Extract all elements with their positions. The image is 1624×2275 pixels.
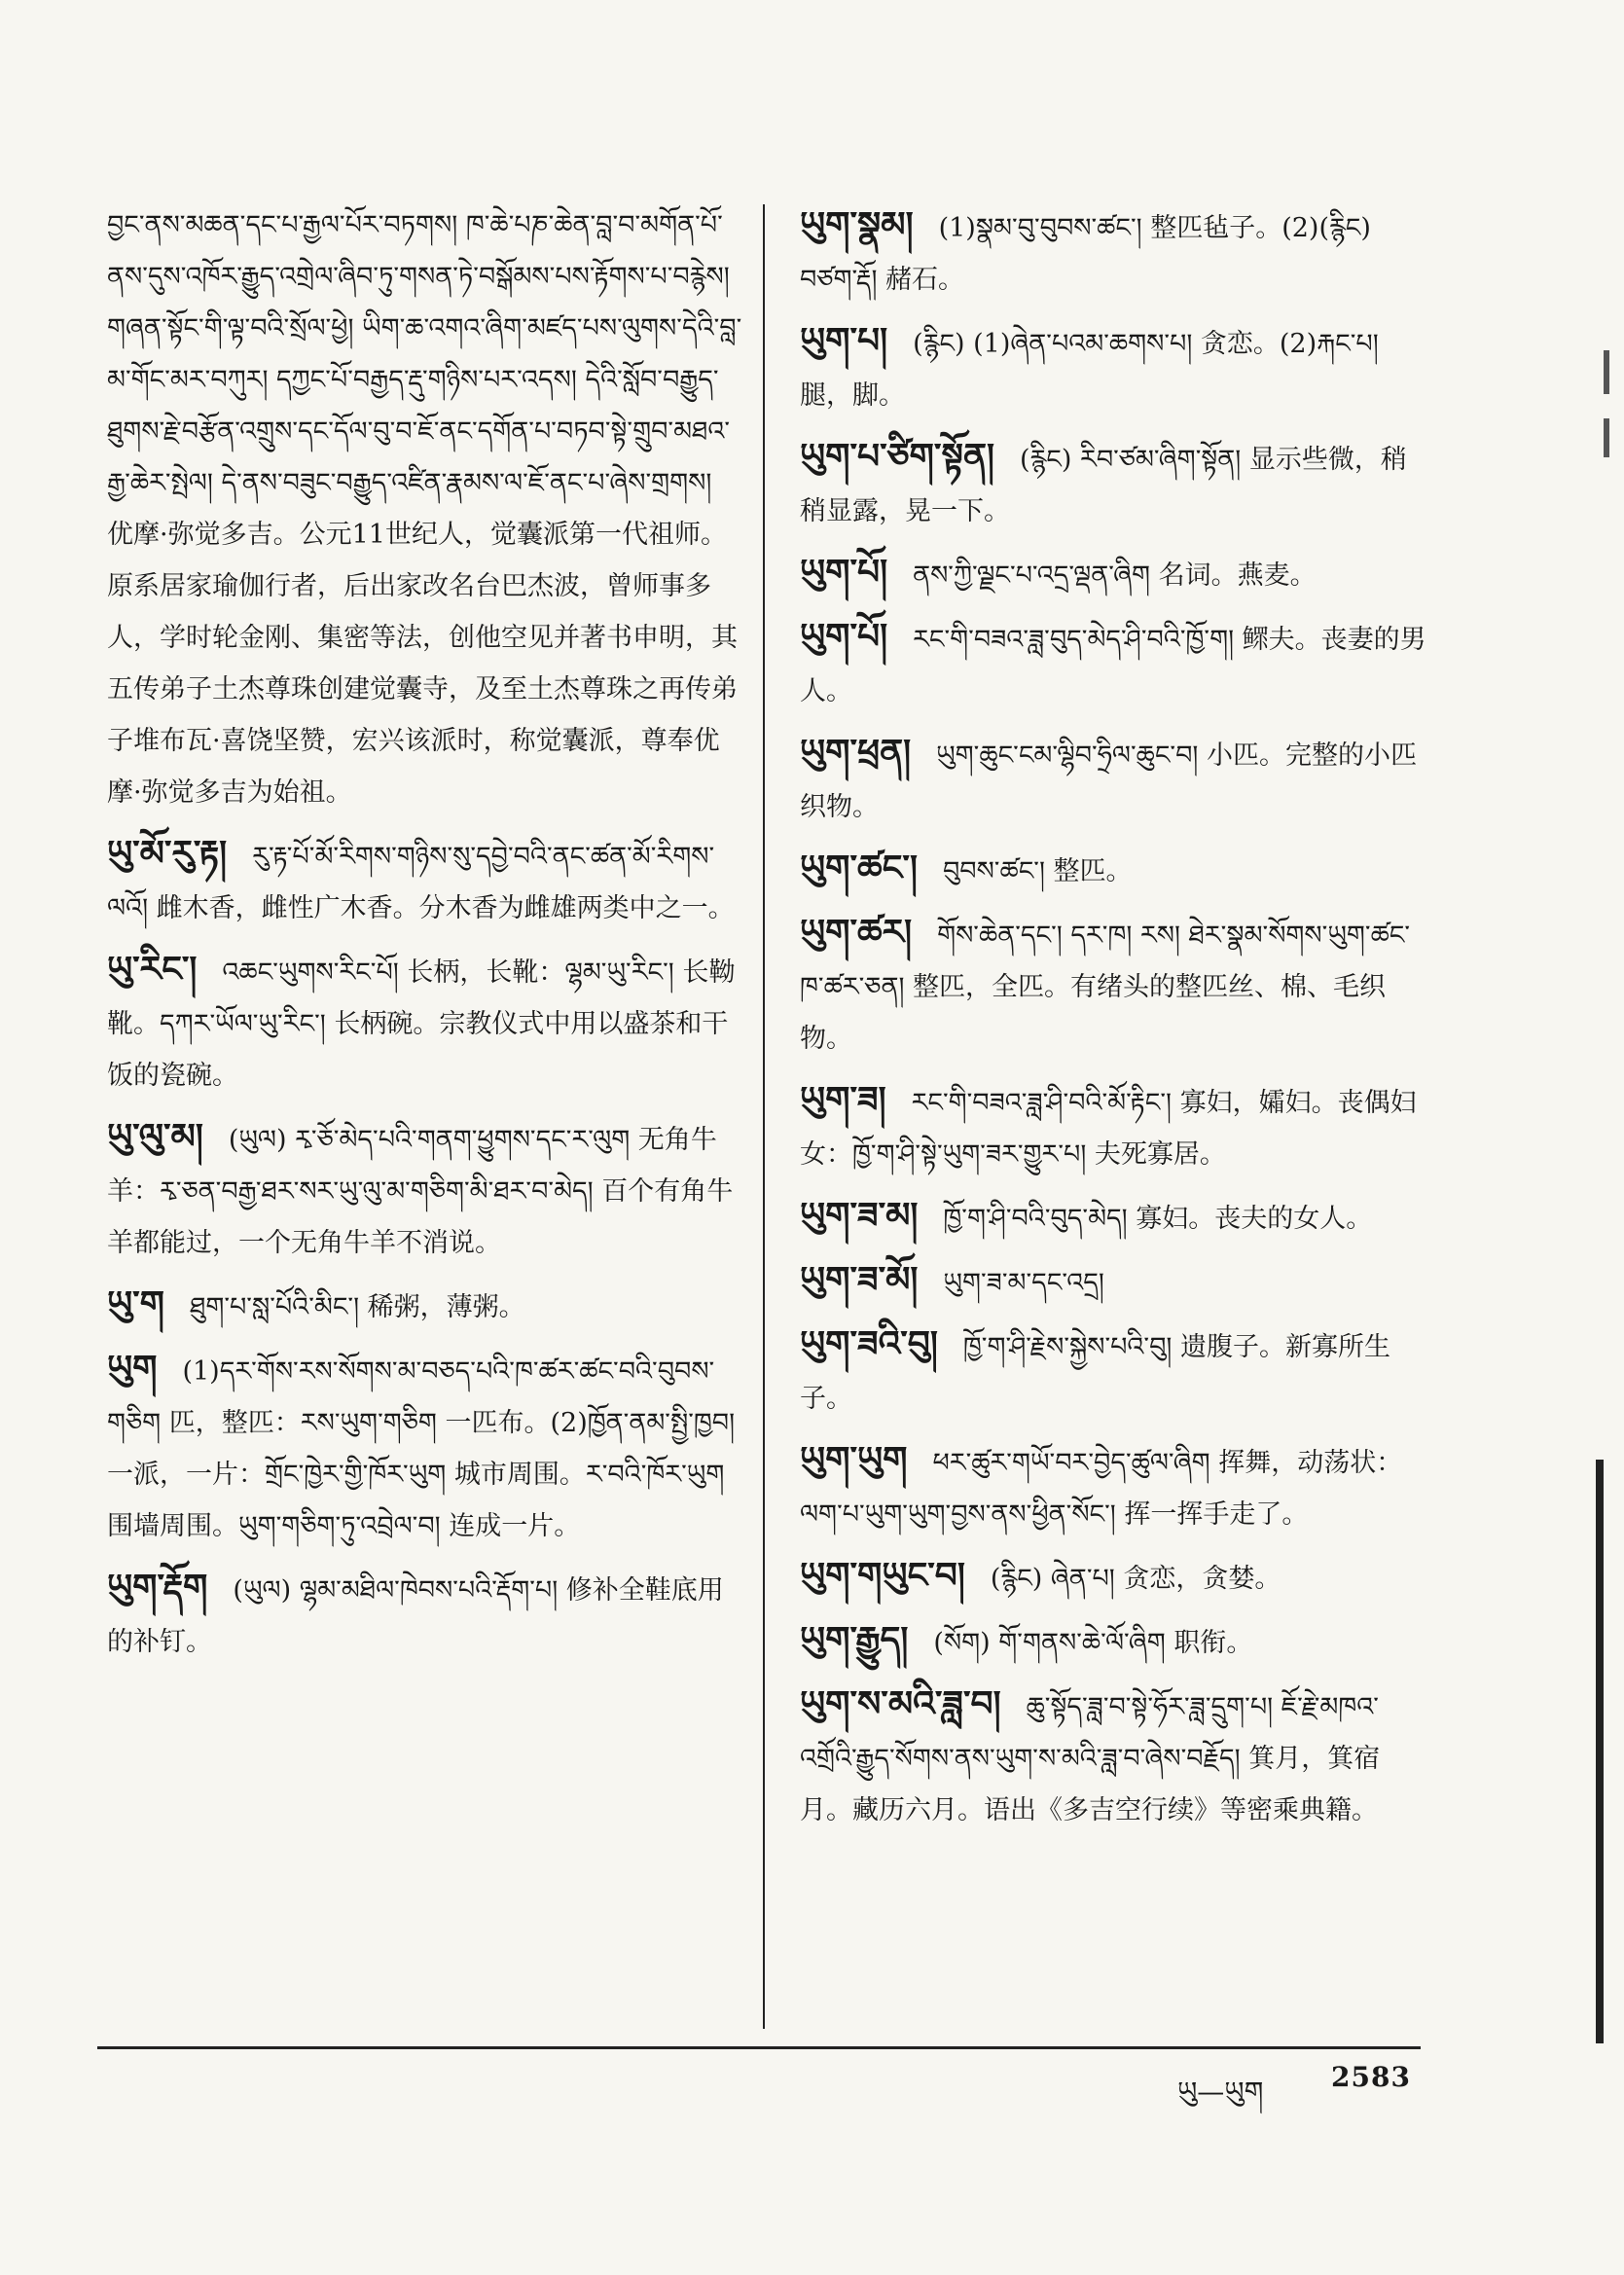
dictionary-entry: [800, 1318, 1432, 1425]
dictionary-entry: [800, 843, 1432, 897]
entry-headword: ཡུ་ལུ་མ།: [107, 1116, 203, 1157]
entry-headword: ཡུག་པོ།: [800, 552, 888, 593]
dictionary-entry: [800, 199, 1432, 306]
entry-headword: ཡུག་ཚང་།: [800, 848, 918, 888]
left-column: [107, 199, 744, 1678]
entry-headword: ཡུག་སྣམ།: [800, 204, 914, 245]
dictionary-entry: [800, 431, 1432, 537]
dictionary-entry: [107, 199, 744, 818]
scan-edge-mark: [1604, 418, 1609, 457]
entry-headword: ཡུག་རྒྱུད།: [800, 1619, 909, 1660]
entry-definition: (ཡུལ) རྭ་ཅོ་མེད་པའི་གནག་ཕྱུགས་དང་ར་ལུག 无角牛羊：རྭ་ཅན་བརྒྱ་ཐར་སར་ཡུ་ལུ་མ་གཅིག་མི་ཐར་བ་མེད། 百个有角牛羊都能过，一个无角牛羊不消说。: [107, 1125, 734, 1258]
entry-definition: འཆང་ཡུགས་རིང་པོ། 长柄，长靴：ལྷམ་ཡུ་རིང་། 长靿靴。དཀར་ཡོལ་ཡུ་རིང་། 长柄碗。宗教仪式中用以盛茶和干饭的瓷碗。: [107, 957, 736, 1091]
entry-definition: ཡུག་ཟ་མ་དང་འདྲ།: [943, 1268, 1104, 1298]
entry-headword: ཡུ་མོ་རུ་རྟ།: [107, 833, 228, 874]
entry-definition: (རྙིང) ཞེན་པ། 贪恋，贪婪。: [990, 1564, 1281, 1594]
dictionary-entry: [107, 944, 744, 1101]
entry-definition: (ཡུལ) ལྷམ་མཐིལ་ཁེབས་པའི་རྡོག་པ། 修补全鞋底用的补钉。: [107, 1575, 724, 1657]
entry-definition: རུ་རྟ་པོ་མོ་རིགས་གཉིས་སུ་དབྱེ་བའི་ནང་ཚན་མོ་རིགས་ལའོ། 雌木香，雌性广木香。分木香为雌雄两类中之一。: [107, 842, 735, 923]
entry-headword: ཡུག་པ་ཙིག་སྟོན།: [800, 436, 994, 477]
right-column: [800, 199, 1432, 1846]
page-number: 2583: [1331, 2061, 1411, 2093]
entry-definition: ནས་ཀྱི་ལྗང་པ་འདྲ་ལྡན་ཞིག 名词。燕麦。: [913, 560, 1317, 591]
entry-definition: ཁྱོ་ག་ཤི་རྗེས་སྐྱེས་པའི་བུ། 遗腹子。新寡所生子。: [800, 1332, 1390, 1414]
dictionary-entry: [800, 1614, 1432, 1669]
dictionary-entry: [800, 611, 1432, 717]
entry-headword: ཡུག: [107, 1348, 158, 1389]
entry-definition: (རྙིང) རིབ་ཙམ་ཞིག་སྟོན། 显示些微，稍稍显露，晃一下。: [800, 445, 1407, 526]
entry-headword: ཡུག་ས་མའི་ཟླ་བ།: [800, 1683, 1001, 1724]
dictionary-entry: [800, 1550, 1432, 1605]
entry-headword: ཡུག་ཟ་མོ།: [800, 1259, 919, 1300]
dictionary-entry: [800, 1190, 1432, 1245]
column-divider: [763, 204, 765, 2029]
entry-headword: ཡུག་ཟའི་བུ།: [800, 1323, 938, 1364]
dictionary-entry: [800, 907, 1432, 1065]
dictionary-entry: [107, 1343, 744, 1552]
entry-headword: ཡུ་རིང་།: [107, 949, 198, 990]
entry-definition: (སོག) གོ་གནས་ཆེ་ལོ་ཞིག 职衔。: [933, 1628, 1253, 1658]
footer-rule: [97, 2046, 1421, 2049]
entry-headword: ཡུག་པ།: [800, 320, 888, 361]
entry-headword: ཡུག་ཟ་མ།: [800, 1195, 919, 1236]
dictionary-entry: [800, 1679, 1432, 1836]
dictionary-entry: [107, 1562, 744, 1668]
entry-headword: ཡུག་པོ།: [800, 616, 888, 657]
entry-definition: (1)དར་གོས་རས་སོགས་མ་བཅད་པའི་ཁ་ཚར་ཚང་བའི་བུབས་གཅིག 匹，整匹：རས་ཡུག་གཅིག 一匹布。(2)ཁྱོན་ནམ་སྤྱི་ཁྱབ། 一派，一片：གྲོང་ཁྱེར་གྱི་ཁོར་ཡུག 城市周围。ར་བའི་ཁོར་ཡུག 围墙周围。ཡུག་གཅིག་ཏུ་འབྲེལ་བ། 连成一片。: [107, 1356, 736, 1541]
entry-headword: ཡུག་ཟ།: [800, 1079, 886, 1120]
dictionary-entry: [800, 315, 1432, 421]
entry-definition: ཕར་ཚུར་གཡོ་བར་བྱེད་ཚུལ་ཞིག 挥舞，动荡状：ལག་པ་ཡུག་ཡུག་བྱས་ནས་ཕྱིན་སོང་། 挥一挥手走了。: [800, 1448, 1403, 1530]
footer-headword-range: ཡུ—ཡུག: [1177, 2076, 1264, 2108]
entry-definition: ཁྱོ་ག་ཤི་བའི་བུད་མེད། 寡妇。丧夫的女人。: [943, 1204, 1373, 1234]
entry-definition: ཡུག་ཆུང་ངམ་ལྷིབ་ཧྲིལ་ཆུང་བ། 小匹。完整的小匹织物。: [800, 740, 1417, 822]
entry-headword: ཡུག་ཡུག: [800, 1439, 908, 1480]
dictionary-entry: [107, 828, 744, 934]
entry-definition: གོས་ཆེན་དང་། དར་ཁ། རས། ཐེར་སྣམ་སོགས་ཡུག་ཚང་ཁ་ཚར་ཅན། 整匹，全匹。有绪头的整匹丝、棉、毛织物。: [800, 921, 1411, 1054]
entry-definition: ཆུ་སྟོད་ཟླ་བ་སྟེ་ཧོར་ཟླ་དྲུག་པ། ཇོ་རྗེ་མཁའ་འགྲོའི་རྒྱུད་སོགས་ནས་ཡུག་ས་མའི་ཟླ་བ་ཞེས་བརྗོད། 箕月，箕宿月。藏历六月。语出《多吉空行续》等密乘典籍。: [800, 1692, 1381, 1825]
entry-headword: ཡུ་ག: [107, 1283, 165, 1324]
entry-definition: (རྙིང) (1)ཞེན་པའམ་ཆགས་པ། 贪恋。(2)རྐང་པ། 腿，脚。: [800, 329, 1379, 411]
scan-edge-mark: [1596, 1460, 1604, 2043]
dictionary-entry: [107, 1111, 744, 1269]
dictionary-entry: [800, 1254, 1432, 1309]
entry-definition: རང་གི་བཟའ་ཟླ་བུད་མེད་ཤི་བའི་ཁྱོ་ག། 鳏夫。丧妻的男人。: [800, 625, 1426, 706]
dictionary-entry: [800, 1434, 1432, 1540]
entry-headword: ཡུག་རྡོག: [107, 1567, 208, 1607]
scan-edge-mark: [1604, 350, 1609, 394]
entry-definition: རང་གི་བཟའ་ཟླ་ཤི་བའི་མོ་རྟིང་། 寡妇，孀妇。丧偶妇女：ཁྱོ་ག་ཤི་སྟེ་ཡུག་ཟར་གྱུར་པ། 夫死寡居。: [800, 1088, 1417, 1170]
entry-headword: ཡུག་ཕྲན།: [800, 732, 912, 773]
entry-definition: (1)སྣམ་བུ་བུབས་ཚང་། 整匹毡子。(2)(རྙིང) བཙག་རྡོ། 赭石。: [800, 213, 1371, 295]
dictionary-entry: [800, 727, 1432, 833]
dictionary-entry: [800, 1074, 1432, 1180]
dictionary-entry: [107, 1279, 744, 1333]
dictionary-entry: [800, 547, 1432, 601]
entry-headword: ཡུག་གཡུང་བ།: [800, 1555, 965, 1596]
entry-definition: བྱང་ནས་མཆན་དང་པ་རྒྱལ་པོར་བཏགས། ཁ་ཆེ་པཎ་ཆེན་བླ་བ་མགོན་པོ་ནས་དུས་འཁོར་རྒྱུད་འགྲེལ་ཞིབ་ཏུ་གསན་ཏེ་བསྒོམས་པས་རྟོགས་པ་བརྙེས། གཞན་སྟོང་གི་ལྟ་བའི་སྲོལ་ཕྱེ། ཡིག་ཆ་འགའ་ཞིག་མཛད་པས་ལུགས་དེའི་བླ་མ་གོང་མར་བཀུར། དཀྱང་པོ་བརྒྱད་རྡུ་གཉིས་པར་འདས། དེའི་སློབ་བརྒྱུད་ཐུགས་རྗེ་བརྩོན་འགྲུས་དང་དོལ་བུ་བ་ཇོ་ནང་དགོན་པ་བཏབ་སྟེ་གྲུབ་མཐའ་རྒྱ་ཆེར་སྤེལ། དེ་ནས་བཟུང་བརྒྱུད་འཛིན་རྣམས་ལ་ཇོ་ནང་པ་ཞེས་གྲགས། 优摩·弥觉多吉。公元11世纪人，觉囊派第一代祖师。原系居家瑜伽行者，后出家改名台巴杰波，曾师事多人，学时轮金刚、集密等法，创他空见并著书申明，其五传弟子土杰尊珠创建觉囊寺，及至土杰尊珠之再传弟子堆布瓦·喜饶坚赞，宏兴该派时，称觉囊派，尊奉优摩·弥觉多吉为始祖。: [107, 210, 742, 808]
entry-definition: བུབས་ཚང་། 整匹。: [942, 856, 1133, 886]
entry-definition: ཐུག་པ་སླ་པོའི་མིང་། 稀粥，薄粥。: [190, 1292, 525, 1322]
entry-headword: ཡུག་ཚར།: [800, 912, 913, 953]
